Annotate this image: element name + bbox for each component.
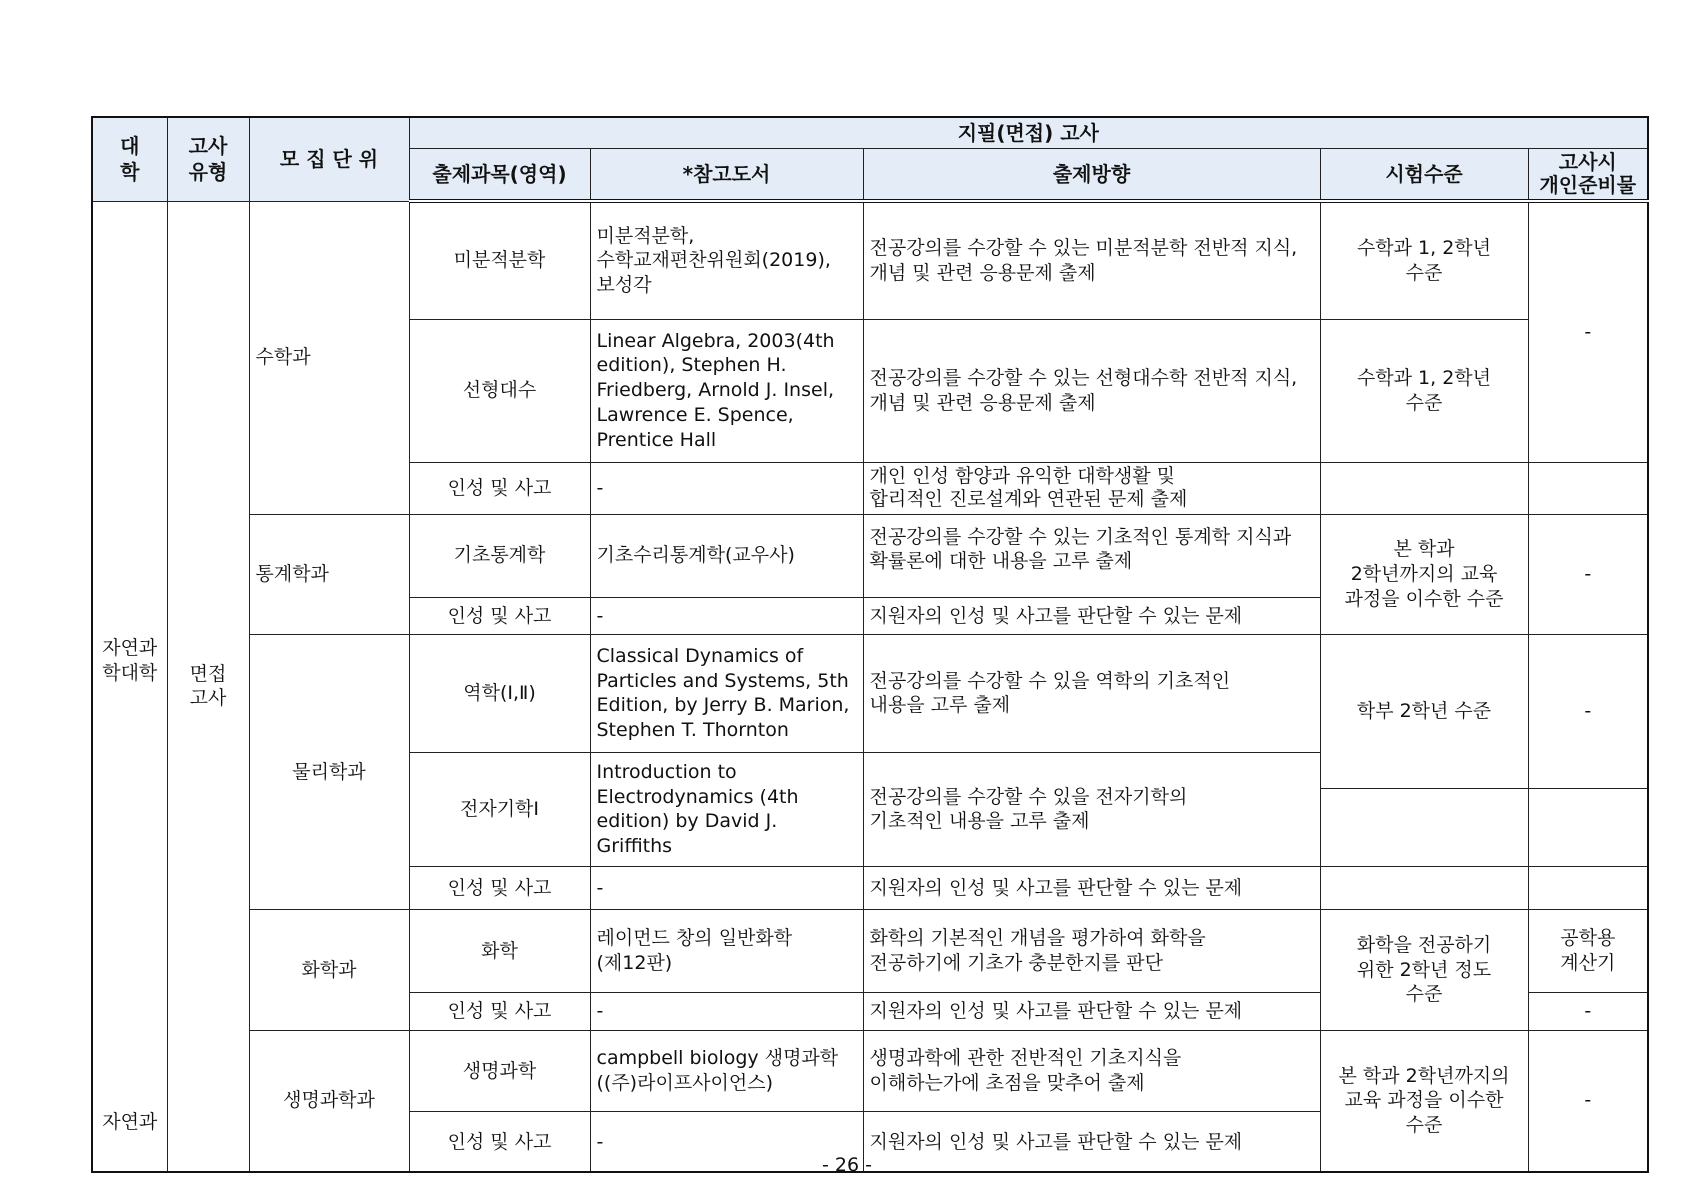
bio-direction: 생명과학에 관한 전반적인 기초지식을 이해하는가에 초점을 맞추어 출제 [863, 1030, 1320, 1112]
header-unit: 모 집 단 위 [249, 117, 409, 201]
physics-mechanics-reference: Classical Dynamics of Particles and Systems, 5th Edition, by Jerry B. Marion, Stephen T. Thornton [590, 635, 863, 753]
stats-personality-subject: 인성 및 사고 [409, 598, 590, 635]
chem-personality-direction: 지원자의 인성 및 사고를 판단할 수 있는 문제 [863, 992, 1320, 1030]
bio-personality-direction: 지원자의 인성 및 사고를 판단할 수 있는 문제 [863, 1112, 1320, 1172]
bio-level: 본 학과 2학년까지의 교육 과정을 이수한 수준 [1320, 1030, 1528, 1172]
bio-materials: - [1528, 1030, 1648, 1172]
math-calc-subject: 미분적분학 [409, 201, 590, 319]
unit-chem: 화학과 [249, 910, 409, 1031]
bio-personality-subject: 인성 및 사고 [409, 1112, 590, 1172]
header-level: 시험수준 [1320, 149, 1528, 202]
math-personality-direction: 개인 인성 함양과 유익한 대학생활 및 합리적인 진로설계와 연관된 문제 출제 [863, 462, 1320, 514]
physics-em-direction: 전공강의를 수강할 수 있을 전자기학의 기초적인 내용을 고루 출제 [863, 752, 1320, 867]
math-personality-reference: - [590, 462, 863, 514]
chem-personality-materials: - [1528, 992, 1648, 1030]
math-linalg-direction: 전공강의를 수강할 수 있는 선형대수학 전반적 지식, 개념 및 관련 응용문제 출제 [863, 319, 1320, 462]
math-linalg-level: 수학과 1, 2학년 수준 [1320, 319, 1528, 462]
unit-math: 수학과 [249, 201, 409, 514]
math-personality-level-empty [1320, 462, 1528, 514]
exam-type-cell: 면접 고사 [167, 201, 249, 1172]
unit-physics: 물리학과 [249, 635, 409, 910]
math-personality-subject: 인성 및 사고 [409, 462, 590, 514]
college-name: 자연과 학대학 [102, 637, 158, 684]
college-footer: 자연과 [102, 1110, 158, 1133]
exam-info-table [91, 116, 1649, 1173]
physics-em-level-empty [1320, 789, 1528, 867]
physics-personality-direction: 지원자의 인성 및 사고를 판단할 수 있는 문제 [863, 867, 1320, 910]
physics-personality-subject: 인성 및 사고 [409, 867, 590, 910]
bio-personality-reference: - [590, 1112, 863, 1172]
header-exam-type: 고사 유형 [167, 117, 249, 201]
stats-basic-direction: 전공강의를 수강할 수 있는 기초적인 통계학 지식과 확률론에 대한 내용을 고루 출제 [863, 514, 1320, 598]
header-college: 대 학 [92, 117, 167, 201]
physics-mechanics-materials: - [1528, 635, 1648, 789]
math-linalg-subject: 선형대수 [409, 319, 590, 462]
unit-bio: 생명과학과 [249, 1030, 409, 1172]
stats-basic-reference: 기초수리통계학(교우사) [590, 514, 863, 598]
math-personality-materials-empty [1528, 462, 1648, 514]
math-calc-level: 수학과 1, 2학년 수준 [1320, 201, 1528, 319]
stats-personality-reference: - [590, 598, 863, 635]
physics-em-materials-empty [1528, 789, 1648, 867]
math-calc-direction: 전공강의를 수강할 수 있는 미분적분학 전반적 지식, 개념 및 관련 응용문제 출제 [863, 201, 1320, 319]
math-materials: - [1528, 201, 1648, 462]
header-exam-group: 지필(면접) 고사 [409, 117, 1648, 149]
header-direction: 출제방향 [863, 149, 1320, 202]
chem-personality-subject: 인성 및 사고 [409, 992, 590, 1030]
chem-subject: 화학 [409, 910, 590, 993]
bio-subject: 생명과학 [409, 1030, 590, 1112]
physics-mechanics-subject: 역학(Ⅰ,Ⅱ) [409, 635, 590, 753]
header-subject: 출제과목(영역) [409, 149, 590, 202]
physics-mechanics-direction: 전공강의를 수강할 수 있을 역학의 기초적인 내용을 고루 출제 [863, 635, 1320, 753]
chem-direction: 화학의 기본적인 개념을 평가하여 화학을 전공하기에 기초가 충분한지를 판단 [863, 910, 1320, 993]
physics-mechanics-level: 학부 2학년 수준 [1320, 635, 1528, 789]
page-number: - 26 - [822, 1154, 872, 1176]
stats-basic-subject: 기초통계학 [409, 514, 590, 598]
math-linalg-reference: Linear Algebra, 2003(4th edition), Stephen H. Friedberg, Arnold J. Insel, Lawrence E. Spence, Prentice Hall [590, 319, 863, 462]
chem-materials: 공학용 계산기 [1528, 910, 1648, 993]
chem-level: 화학을 전공하기 위한 2학년 정도 수준 [1320, 910, 1528, 1031]
physics-personality-level-empty [1320, 867, 1528, 910]
stats-level: 본 학과 2학년까지의 교육 과정을 이수한 수준 [1320, 514, 1528, 635]
stats-materials: - [1528, 514, 1648, 635]
chem-reference: 레이먼드 창의 일반화학 (제12판) [590, 910, 863, 993]
bio-reference: campbell biology 생명과학 ((주)라이프사이언스) [590, 1030, 863, 1112]
physics-personality-reference: - [590, 867, 863, 910]
physics-em-subject: 전자기학Ⅰ [409, 752, 590, 867]
header-materials: 고사시 개인준비물 [1528, 149, 1648, 202]
chem-personality-reference: - [590, 992, 863, 1030]
college-cell [92, 201, 167, 1172]
math-calc-reference: 미분적분학, 수학교재편찬위원회(2019), 보성각 [590, 201, 863, 319]
header-reference: *참고도서 [590, 149, 863, 202]
physics-em-reference: Introduction to Electrodynamics (4th edition) by David J. Griffiths [590, 752, 863, 867]
physics-personality-materials-empty [1528, 867, 1648, 910]
unit-stats: 통계학과 [249, 514, 409, 635]
stats-personality-direction: 지원자의 인성 및 사고를 판단할 수 있는 문제 [863, 598, 1320, 635]
